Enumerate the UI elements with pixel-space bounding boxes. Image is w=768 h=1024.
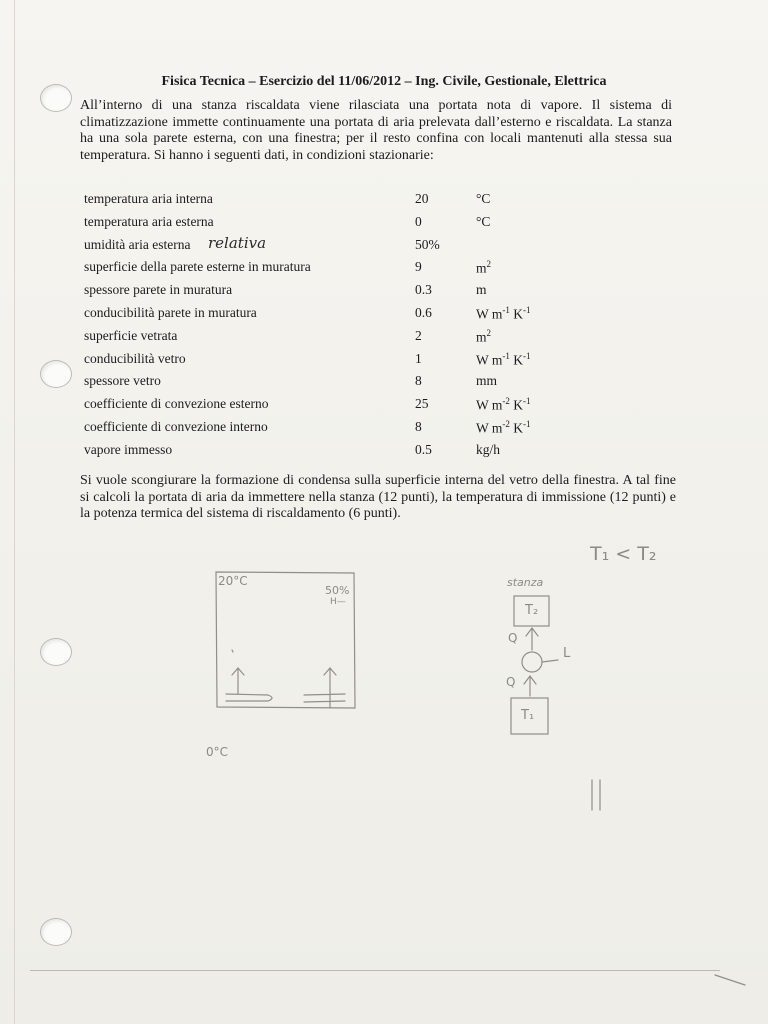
row-value: 0.5 [415, 441, 432, 457]
row-value: 8 [415, 373, 422, 389]
row-value: 50% [415, 236, 440, 252]
row-unit: $m^2$ [476, 259, 492, 276]
row-value: 0 [415, 213, 422, 229]
arrow-top [526, 628, 538, 650]
intro-paragraph: All’interno di una stanza riscaldata viene rilasciata una portata nota di vapore. Il sistema di climatizzazione immette continuamente una portata di aria prelevata dall’esterno e riscaldata. La stanza ha una sola parete esterna, con una finestra; per il resto confina con locali mantenuti alla stessa sua temperatura. Si hanno i seguenti dati, in condizioni stazionarie: [80, 98, 672, 163]
row-unit: °C [476, 213, 491, 229]
row-value: 25 [415, 396, 429, 412]
row-label: vapore immesso [84, 441, 173, 457]
row-value: 20 [415, 191, 429, 206]
fan-circle [522, 652, 542, 672]
row-unit: mm [476, 373, 498, 389]
row-label: spessore parete in muratura [84, 282, 233, 298]
fan-arm [542, 660, 558, 662]
row-label: superficie della parete esterne in muratura [84, 259, 311, 275]
row-label: conducibilità parete in muratura [84, 304, 257, 320]
row-unit: kg/h [476, 441, 501, 457]
t2-label: T₂ [525, 603, 539, 618]
row-label: temperatura aria esterna [84, 213, 214, 229]
row-unit: W $m^{-1}$ $K^{-1}$ [476, 304, 531, 322]
t1-label: T₁ [521, 708, 535, 723]
exercise-title: Fisica Tecnica – Esercizio del 11/06/2012 – Ing. Civile, Gestionale, Elettrica [161, 74, 607, 89]
handwritten-annotation: relativa [208, 233, 267, 252]
inequality-annotation: T₁ < T₂ [590, 543, 657, 565]
outside-temp-label: 0°C [206, 745, 229, 759]
row-value: 2 [415, 327, 422, 343]
row-unit: W $m^{-1}$ $K^{-1}$ [476, 350, 531, 368]
row-value: 1 [415, 350, 422, 366]
row-label: superficie vetrata [84, 327, 178, 343]
row-label: umidità aria esterna [84, 236, 191, 252]
row-label: temperatura aria interna [84, 191, 213, 206]
row-unit: m [476, 282, 487, 298]
row-label: coefficiente di convezione esterno [84, 396, 269, 412]
fold-line [30, 970, 720, 971]
q-bottom-label: Q [506, 675, 516, 689]
room-temp-label: 20°C [218, 574, 248, 588]
row-unit: W $m^{-2}$ $K^{-1}$ [476, 418, 531, 436]
inlet-left [226, 668, 272, 701]
arrow-bottom [524, 676, 536, 696]
request-paragraph: Si vuole scongiurare la formazione di condensa sulla superficie interna del vetro della finestra. A tal fine si calcoli la portata di aria da immettere nella stanza (12 punti), la temperatura di immissione (12 punti) e la potenza termica del sistema di riscaldamento (6 punti). [80, 473, 676, 521]
q-top-label: Q [508, 631, 518, 645]
row-label: conducibilità vetro [84, 350, 186, 366]
room-label: stanza [507, 576, 544, 589]
row-unit: $m^2$ [476, 327, 492, 345]
humidity-sub-label: H— [330, 597, 346, 607]
row-value: 0.3 [415, 282, 432, 298]
room-dot [232, 650, 233, 652]
row-unit: °C [476, 191, 491, 206]
stray-mark [715, 975, 745, 985]
stray-mark [592, 780, 600, 810]
row-value: 8 [415, 418, 422, 434]
row-label: coefficiente di convezione interno [84, 418, 268, 434]
humidity-label: 50% [325, 584, 350, 597]
l-label: L [563, 646, 571, 661]
row-label: spessore vetro [84, 373, 161, 389]
row-value: 9 [415, 259, 422, 275]
row-value: 0.6 [415, 304, 432, 320]
row-unit: W $m^{-2}$ $K^{-1}$ [476, 396, 531, 413]
